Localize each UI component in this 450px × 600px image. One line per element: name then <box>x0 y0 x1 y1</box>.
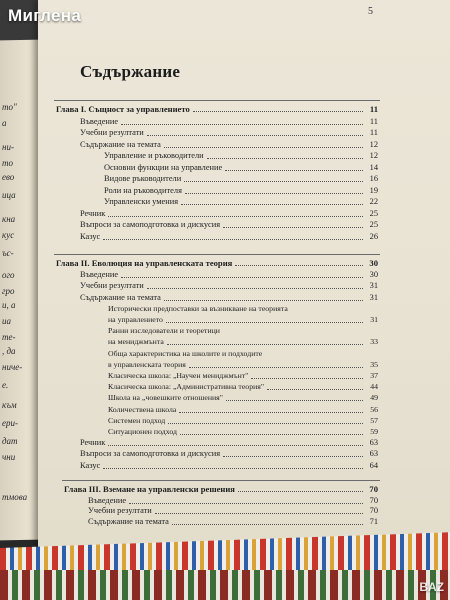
left-page-text-fragment: е. <box>2 380 9 390</box>
toc-leader-dots <box>121 276 363 278</box>
page-number: 5 <box>368 6 373 17</box>
toc-entry[interactable] <box>104 151 378 161</box>
toc-label: Съдържание на темата <box>88 516 169 526</box>
toc-page-number: 30 <box>369 270 378 280</box>
toc-entry[interactable] <box>108 393 378 403</box>
left-page-text-fragment: ери- <box>2 418 18 428</box>
toc-leader-dots <box>164 299 363 301</box>
toc-page-number: 31 <box>370 315 378 324</box>
toc-page-number: 64 <box>369 460 378 470</box>
toc-entry[interactable] <box>108 427 378 437</box>
toc-page-number: 16 <box>369 174 378 183</box>
toc-entry[interactable] <box>80 140 378 150</box>
toc-label: на мениджмънта <box>108 337 164 347</box>
toc-leader-dots <box>147 134 363 136</box>
toc-label: Казус <box>80 231 101 241</box>
toc-entry[interactable] <box>80 281 378 291</box>
toc-page-number: 11 <box>369 116 378 126</box>
toc-entry[interactable] <box>88 517 378 527</box>
toc-page-number: 26 <box>369 231 378 241</box>
toc-page-number: 14 <box>369 162 378 172</box>
toc-page-number: 22 <box>369 197 378 206</box>
chapter-divider <box>62 480 380 481</box>
toc-chapter[interactable] <box>64 484 378 494</box>
left-page-text-fragment: и, а <box>2 300 16 310</box>
toc-leader-dots <box>226 399 363 401</box>
left-page-text-fragment: иа <box>2 316 11 326</box>
toc-entry[interactable] <box>88 496 378 506</box>
left-page-text-fragment: кус <box>2 230 15 240</box>
toc-entry[interactable] <box>80 209 378 219</box>
toc-label: Речник <box>80 208 106 218</box>
toc-label: Глава III. Вземане на управленски решения <box>64 484 235 494</box>
left-page-text-fragment: ниче- <box>2 362 23 372</box>
left-page-text-fragment: ъс- <box>2 248 14 258</box>
toc-leader-dots <box>155 512 363 514</box>
left-page-text-fragment: към <box>2 400 17 410</box>
toc-entry[interactable] <box>108 416 378 426</box>
left-page-text-fragment: то" <box>2 102 17 112</box>
toc-label: Управленски умения <box>104 197 179 206</box>
toc-page-number: 70 <box>369 506 378 516</box>
toc-page-number: 37 <box>370 371 378 380</box>
left-page-text-fragment: дат <box>2 436 18 446</box>
toc-label: Въведение <box>88 495 127 505</box>
toc-page-number: 19 <box>369 185 378 195</box>
toc-leader-dots <box>167 343 363 345</box>
toc-leader-dots <box>179 411 363 413</box>
toc-label: Видове ръководители <box>104 174 182 183</box>
toc-entry[interactable] <box>108 405 378 415</box>
toc-label: Ситуационен подход <box>108 427 177 436</box>
toc-label: Казус <box>80 460 101 470</box>
embroidered-cloth-bottom <box>0 570 450 600</box>
toc-leader-dots <box>168 422 363 424</box>
toc-entry[interactable] <box>80 128 378 138</box>
toc-entry[interactable] <box>108 337 378 347</box>
toc-label: Школа на „човешките отношения" <box>108 393 223 403</box>
left-page-text-fragment: чни <box>2 452 16 462</box>
toc-entry[interactable] <box>104 197 378 207</box>
toc-entry[interactable] <box>108 360 378 370</box>
toc-entry[interactable] <box>108 315 378 325</box>
toc-entry[interactable] <box>80 220 378 230</box>
toc-entry[interactable] <box>108 326 378 336</box>
toc-label: Глава II. Еволюция на управленската теория <box>56 258 233 268</box>
toc-label: Съдържание на темата <box>80 139 161 149</box>
toc-label: Въпроси за самоподготовка и дискусия <box>80 449 221 459</box>
toc-leader-dots <box>225 169 363 171</box>
toc-entry[interactable] <box>80 461 378 471</box>
toc-page-number: 63 <box>369 449 378 459</box>
toc-page-number: 44 <box>370 382 378 392</box>
toc-page-number: 49 <box>370 393 378 403</box>
left-page-text-fragment: ого <box>2 270 15 280</box>
toc-page-number: 12 <box>369 151 378 160</box>
toc-leader-dots <box>184 180 363 182</box>
left-page-text-fragment: тмова <box>2 492 28 502</box>
toc-page-number: 11 <box>369 128 378 137</box>
toc-leader-dots <box>235 264 363 266</box>
toc-page-number: 31 <box>369 292 378 302</box>
page-title: Съдържание <box>80 62 181 81</box>
toc-label: Глава I. Същност за управлението <box>56 104 190 114</box>
left-page-text-fragment: , да <box>2 346 16 356</box>
toc-leader-dots <box>108 444 363 446</box>
toc-label: Ранни изследователи и теоретици <box>108 326 220 336</box>
watermark-site: Миглена <box>8 6 82 25</box>
toc-entry[interactable] <box>80 438 378 448</box>
toc-page-number: 70 <box>369 484 378 494</box>
toc-label: Класическа школа: „Административна теория" <box>108 382 265 392</box>
toc-label: Класическа школа: „Научен мениджмънт" <box>108 371 249 380</box>
toc-page-number: 11 <box>369 104 378 114</box>
toc-page-number: 70 <box>369 495 378 505</box>
toc-leader-dots <box>121 123 363 125</box>
toc-page-number: 30 <box>369 258 378 268</box>
left-page-text-fragment: кна <box>2 214 16 224</box>
toc-leader-dots <box>181 203 363 205</box>
toc-label: Въведение <box>80 270 119 280</box>
toc-entry[interactable] <box>80 117 378 127</box>
toc-leader-dots <box>129 502 363 504</box>
left-page-text-fragment: ица <box>2 190 16 200</box>
toc-label: Количествена школа <box>108 404 177 414</box>
toc-page-number: 63 <box>369 438 378 448</box>
toc-label: Основни функции на управление <box>104 162 223 172</box>
toc-chapter[interactable] <box>56 104 378 114</box>
chapter-divider <box>54 254 380 255</box>
toc-label: Съдържание на темата <box>80 292 161 302</box>
toc-page-number: 25 <box>369 220 378 229</box>
toc-leader-dots <box>166 321 363 323</box>
toc-entry[interactable] <box>104 186 378 196</box>
toc-leader-dots <box>147 287 363 289</box>
toc-leader-dots <box>207 157 363 159</box>
toc-leader-dots <box>267 388 363 390</box>
toc-page-number: 56 <box>370 404 378 414</box>
left-page-text-fragment: а <box>2 118 7 128</box>
toc-page-number: 59 <box>370 427 378 436</box>
toc-entry[interactable] <box>104 174 378 184</box>
toc-entry[interactable] <box>80 293 378 303</box>
toc-label: на управлението <box>108 315 163 324</box>
toc-leader-dots <box>103 238 363 240</box>
toc-label: Учебни резултати <box>80 128 144 137</box>
toc-label: Обща характеристика на школите и подходите <box>108 348 263 358</box>
toc-entry[interactable] <box>108 371 378 381</box>
toc-leader-dots <box>103 467 363 469</box>
toc-entry[interactable] <box>108 304 378 314</box>
toc-leader-dots <box>172 523 363 525</box>
toc-leader-dots <box>185 192 363 194</box>
toc-label: Учебни резултати <box>88 506 152 516</box>
toc-label: Управление и ръководители <box>104 151 204 160</box>
toc-entry[interactable] <box>80 449 378 459</box>
toc-label: Роли на ръководителя <box>104 185 182 195</box>
toc-leader-dots <box>223 226 363 228</box>
toc-label: Въведение <box>80 116 119 126</box>
toc-leader-dots <box>238 490 363 492</box>
left-page-text-fragment: то <box>2 158 13 168</box>
toc-label: Речник <box>80 438 106 448</box>
toc-entry[interactable] <box>88 506 378 516</box>
toc-page-number: 33 <box>370 337 378 347</box>
toc-leader-dots <box>251 377 363 379</box>
left-page-text-fragment: ни- <box>2 142 14 152</box>
toc-entry[interactable] <box>80 270 378 280</box>
left-page-text-fragment: те- <box>2 332 16 342</box>
chapter-divider <box>54 100 380 101</box>
toc-leader-dots <box>189 366 363 368</box>
toc-leader-dots <box>223 455 363 457</box>
toc-entry[interactable] <box>108 349 378 359</box>
watermark-corner: BAZ <box>419 580 444 594</box>
toc-leader-dots <box>164 146 363 148</box>
toc-page-number: 57 <box>370 415 378 425</box>
toc-page-number: 12 <box>369 139 378 149</box>
toc-label: Исторически предпоставки за възникване на теорията <box>108 303 288 313</box>
toc-leader-dots <box>193 110 363 112</box>
toc-label: в управленската теория <box>108 359 186 369</box>
toc-leader-dots <box>108 215 363 217</box>
toc-page-number: 31 <box>369 281 378 291</box>
toc-entry[interactable] <box>108 382 378 392</box>
toc-entry[interactable] <box>80 232 378 242</box>
toc-page-number: 71 <box>369 516 378 526</box>
toc-label: Учебни резултати <box>80 281 144 291</box>
toc-entry[interactable] <box>104 163 378 173</box>
toc-page-number: 35 <box>370 359 378 369</box>
toc-chapter[interactable] <box>56 258 378 268</box>
toc-label: Системен подход <box>108 415 166 425</box>
toc-page-number: 25 <box>369 208 378 218</box>
toc-leader-dots <box>180 433 363 435</box>
left-page-text-fragment: ево <box>2 172 15 182</box>
left-page-text-fragment: гро <box>2 286 15 296</box>
toc-label: Въпроси за самоподготовка и дискусия <box>80 220 221 229</box>
